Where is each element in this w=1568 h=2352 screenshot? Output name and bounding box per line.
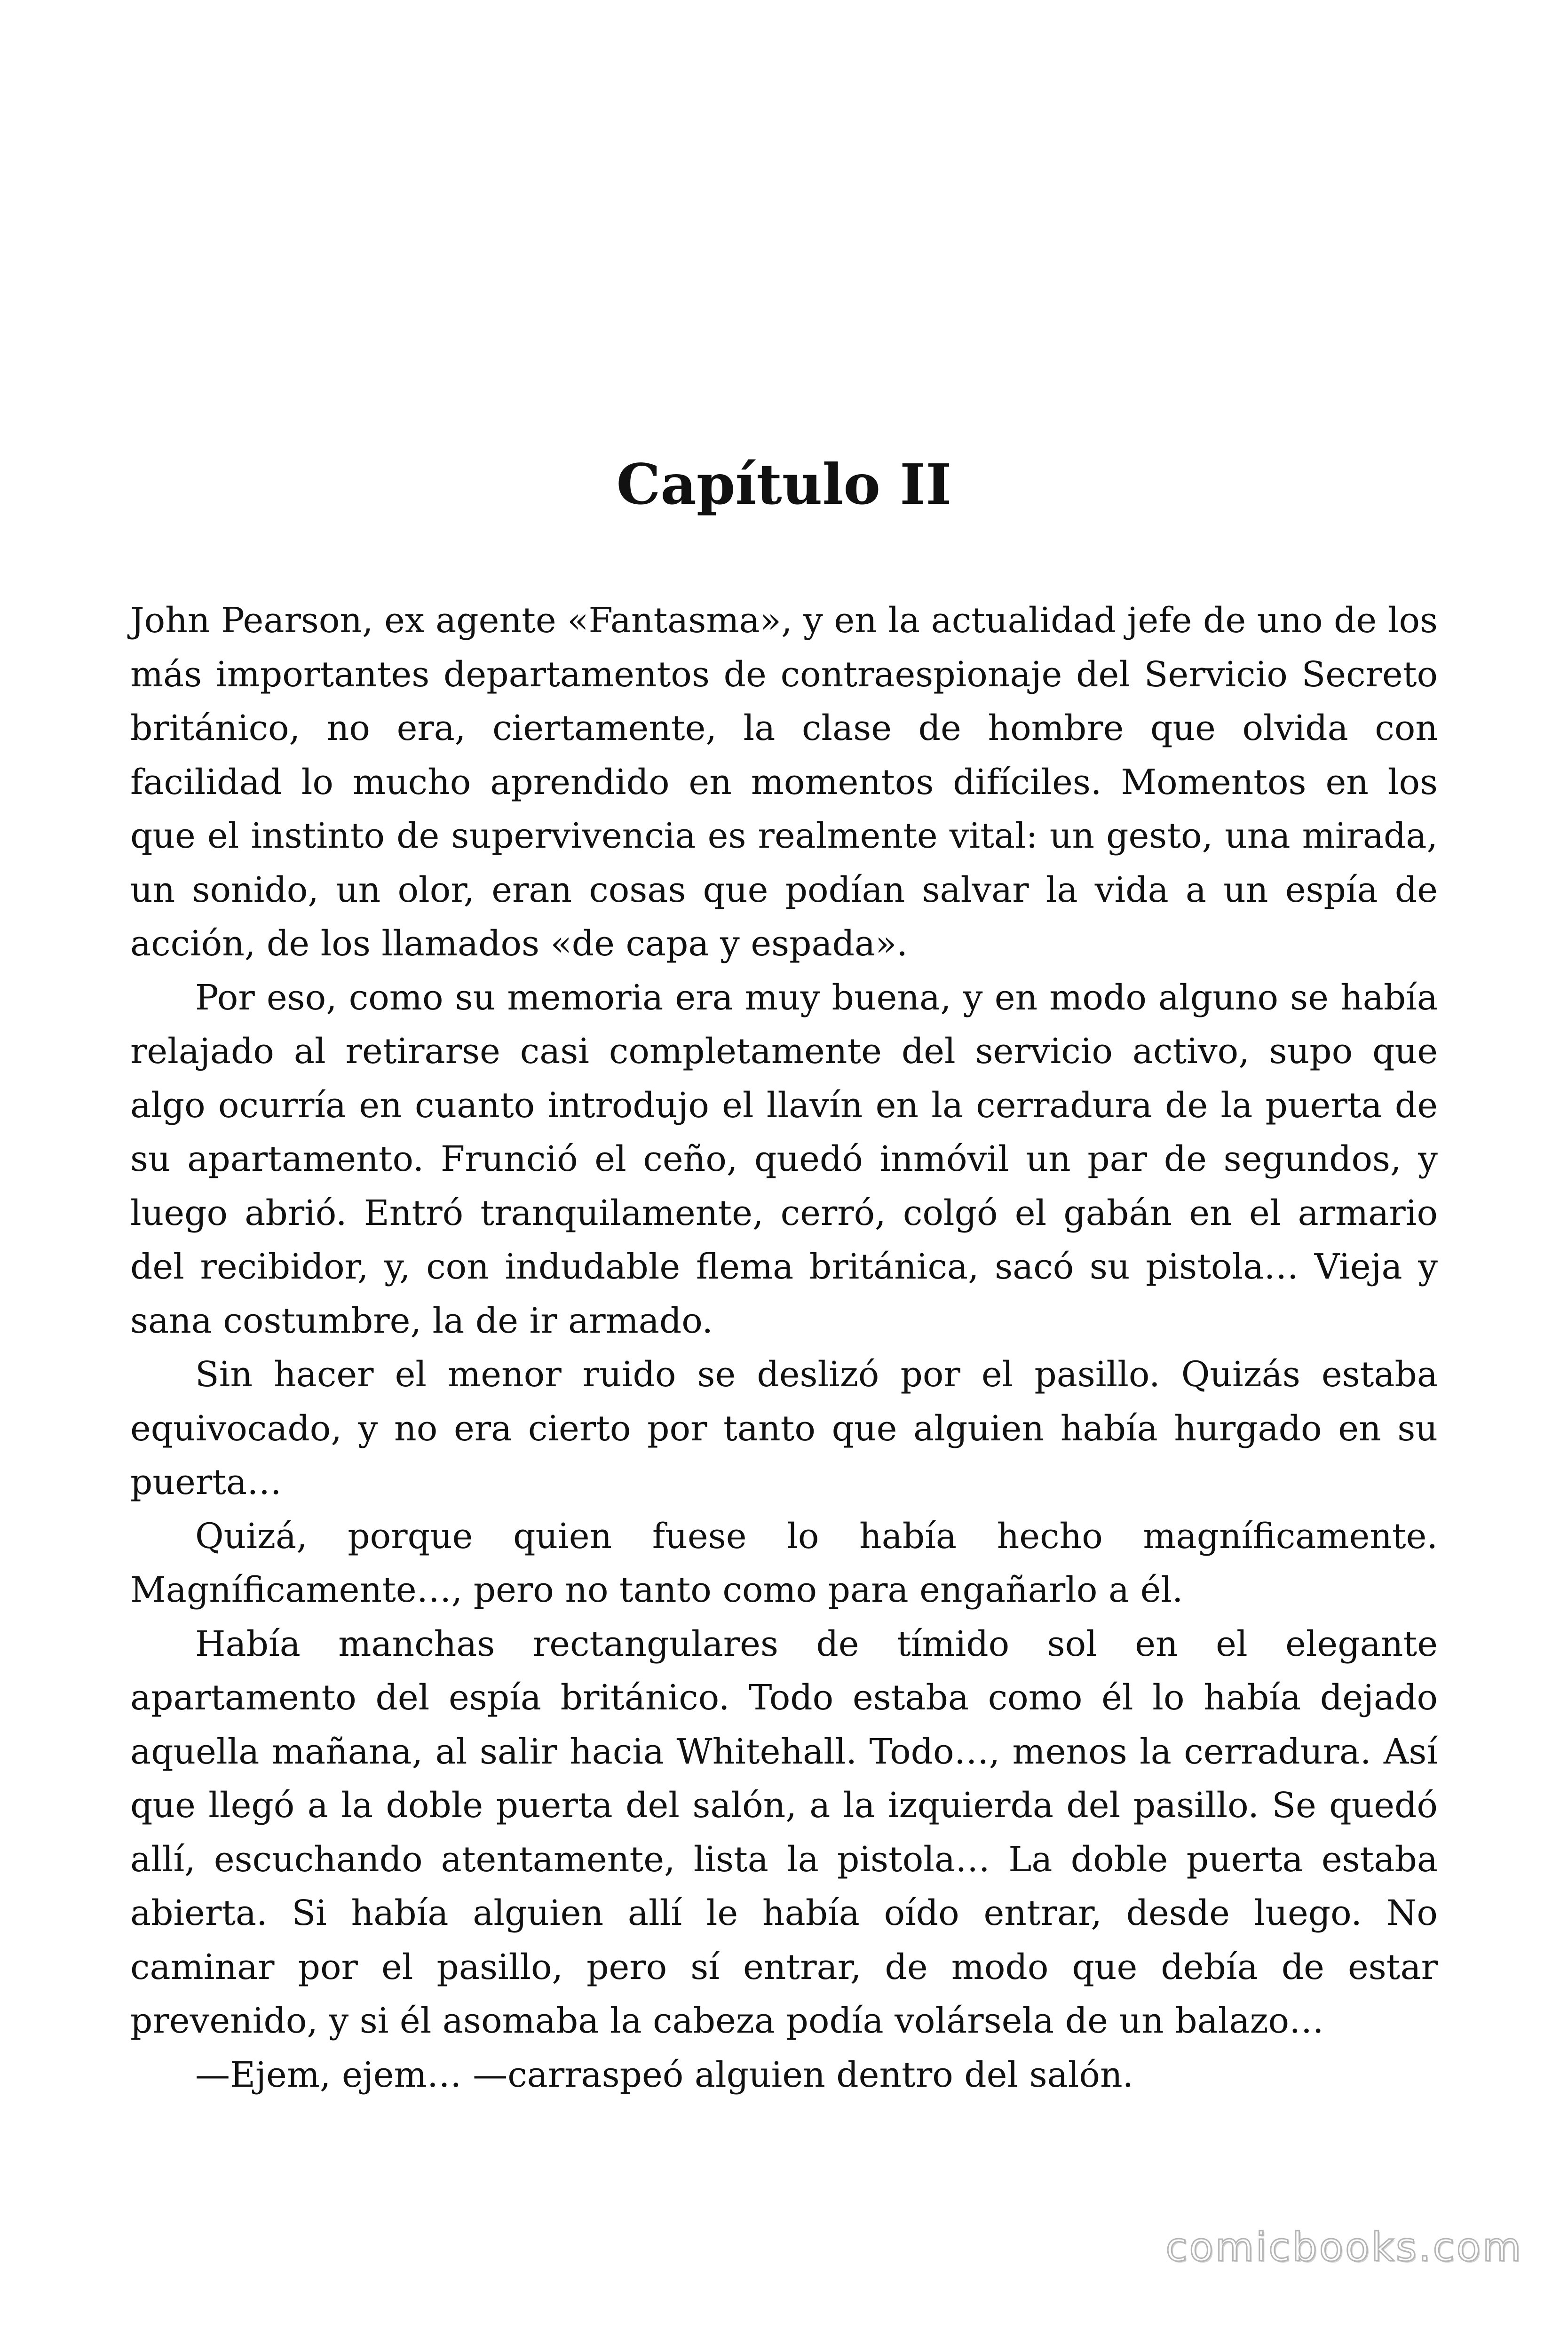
chapter-body [130,594,1438,2102]
paragraph: Había manchas rectangulares de tímido sol en el elegante apartamento del espía británico. Todo estaba como él lo había dejado aquella mañana, al salir hacia Whitehall. Todo…, menos la cerradura. Así que llegó a la doble puerta del salón, a la izquierda del pasillo. Se quedó allí, escuchando atentamente, lista la pistola… La doble puerta estaba abierta. Si había alguien allí le había oído entrar, desde luego. No caminar por el pasillo, pero sí entrar, de modo que debía de estar prevenido, y si él asomaba la cabeza podía volársela de un balazo… [130,1623,1438,2041]
paragraph: Por eso, como su memoria era muy buena, y en modo alguno se había relajado al retirarse casi completamente del servicio activo, supo que algo ocurría en cuanto introdujo el llavín en la cerradura de la puerta de su apartamento. Frunció el ceño, quedó inmóvil un par de segundos, y luego abrió. Entró tranquilamente, cerró, colgó el gabán en el armario del recibidor, y, con indudable flema británica, sacó su pistola… Vieja y sana costumbre, la de ir armado. [130,977,1438,1341]
chapter-title: Capítulo II [616,452,952,517]
paragraph: —Ejem, ejem… —carraspeó alguien dentro del salón. [195,2054,1134,2095]
paragraph: Quizá, porque quien fuese lo había hecho magníficamente. Magníficamente…, pero no tanto como para engañarlo a él. [130,1516,1438,1610]
watermark: comicbooks.com [1165,2224,1523,2270]
paragraph: John Pearson, ex agente «Fantasma», y en la actualidad jefe de uno de los más importantes departamentos de contraespionaje del Servicio Secreto británico, no era, ciertamente, la clase de hombre que olvida con facilidad lo mucho aprendido en momentos difíciles. Momentos en los que el instinto de supervivencia es realmente vital: un gesto, una mirada, un sonido, un olor, eran cosas que podían salvar la vida a un espía de acción, de los llamados «de capa y espada». [130,600,1438,964]
paragraph: Sin hacer el menor ruido se deslizó por el pasillo. Quizás estaba equivocado, y no era cierto por tanto que alguien había hurgado en su puerta… [130,1354,1438,1502]
